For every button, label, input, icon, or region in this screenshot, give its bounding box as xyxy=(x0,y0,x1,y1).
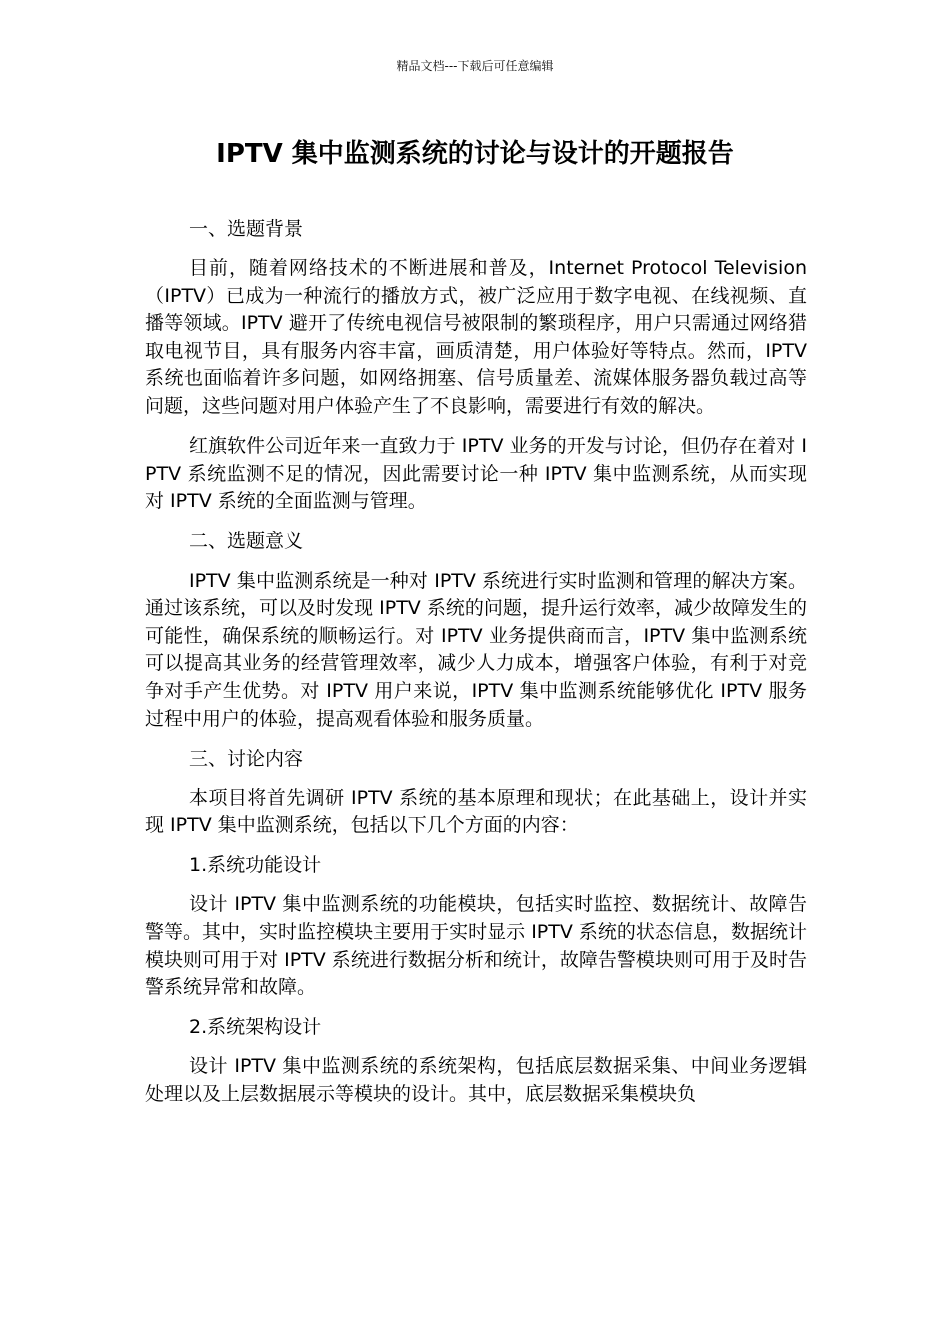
paragraph-background-1: 目前，随着网络技术的不断进展和普及，Internet Protocol Television（IPTV）已成为一种流行的播放方式，被广泛应用于数字电视、在线视频、直播等领域。IPTV 避开了传统电视信号被限制的繁琐程序，用户只需通过网络猎取电视节目，具有服务内容丰富，画质清楚，用户体验好等特点。然而，IPTV 系统也面临着许多问题，如网络拥塞、信号质量差、流媒体服务器负载过高等问题，这些问题对用户体验产生了不良影响，需要进行有效的解决。 xyxy=(145,257,807,418)
section-heading-background: 一、选题背景 xyxy=(189,218,304,240)
subheading-architecture-design: 2.系统架构设计 xyxy=(189,1016,322,1039)
subheading-function-design: 1.系统功能设计 xyxy=(189,854,322,877)
document-body xyxy=(145,216,807,1121)
paragraph-content-1: 本项目将首先调研 IPTV 系统的基本原理和现状；在此基础上，设计并实现 IPTV 集中监测系统，包括以下几个方面的内容： xyxy=(145,786,807,837)
document-title: IPTV 集中监测系统的讨论与设计的开题报告 xyxy=(216,139,734,169)
section-heading-content: 三、讨论内容 xyxy=(189,747,304,770)
paragraph-architecture-design: 设计 IPTV 集中监测系统的系统架构，包括底层数据采集、中间业务逻辑处理以及上层数据展示等模块的设计。其中，底层数据采集模块负 xyxy=(145,1055,807,1106)
header-note: 精品文档---下载后可任意编辑 xyxy=(396,59,554,73)
section-heading-significance: 二、选题意义 xyxy=(189,530,304,553)
paragraph-function-design: 设计 IPTV 集中监测系统的功能模块，包括实时监控、数据统计、故障告警等。其中，实时监控模块主要用于实时显示 IPTV 系统的状态信息，数据统计模块则可用于对 IPTV 系统进行数据分析和统计，故障告警模块则可用于及时告警系统异常和故障。 xyxy=(145,893,807,999)
paragraph-significance-1: IPTV 集中监测系统是一种对 IPTV 系统进行实时监测和管理的解决方案。通过该系统，可以及时发现 IPTV 系统的问题，提升运行效率，减少故障发生的可能性，确保系统的顺畅运行。对 IPTV 业务提供商而言，IPTV 集中监测系统可以提高其业务的经营管理效率，减少人力成本，增强客户体验，有利于对竞争对手产生优势。对 IPTV 用户来说，IPTV 集中监测系统能够优化 IPTV 服务过程中用户的体验，提高观看体验和服务质量。 xyxy=(145,569,807,730)
paragraph-background-2: 红旗软件公司近年来一直致力于 IPTV 业务的开发与讨论，但仍存在着对 IPTV 系统监测不足的情况，因此需要讨论一种 IPTV 集中监测系统，从而实现对 IPTV 系统的全面监测与管理。 xyxy=(145,435,807,513)
